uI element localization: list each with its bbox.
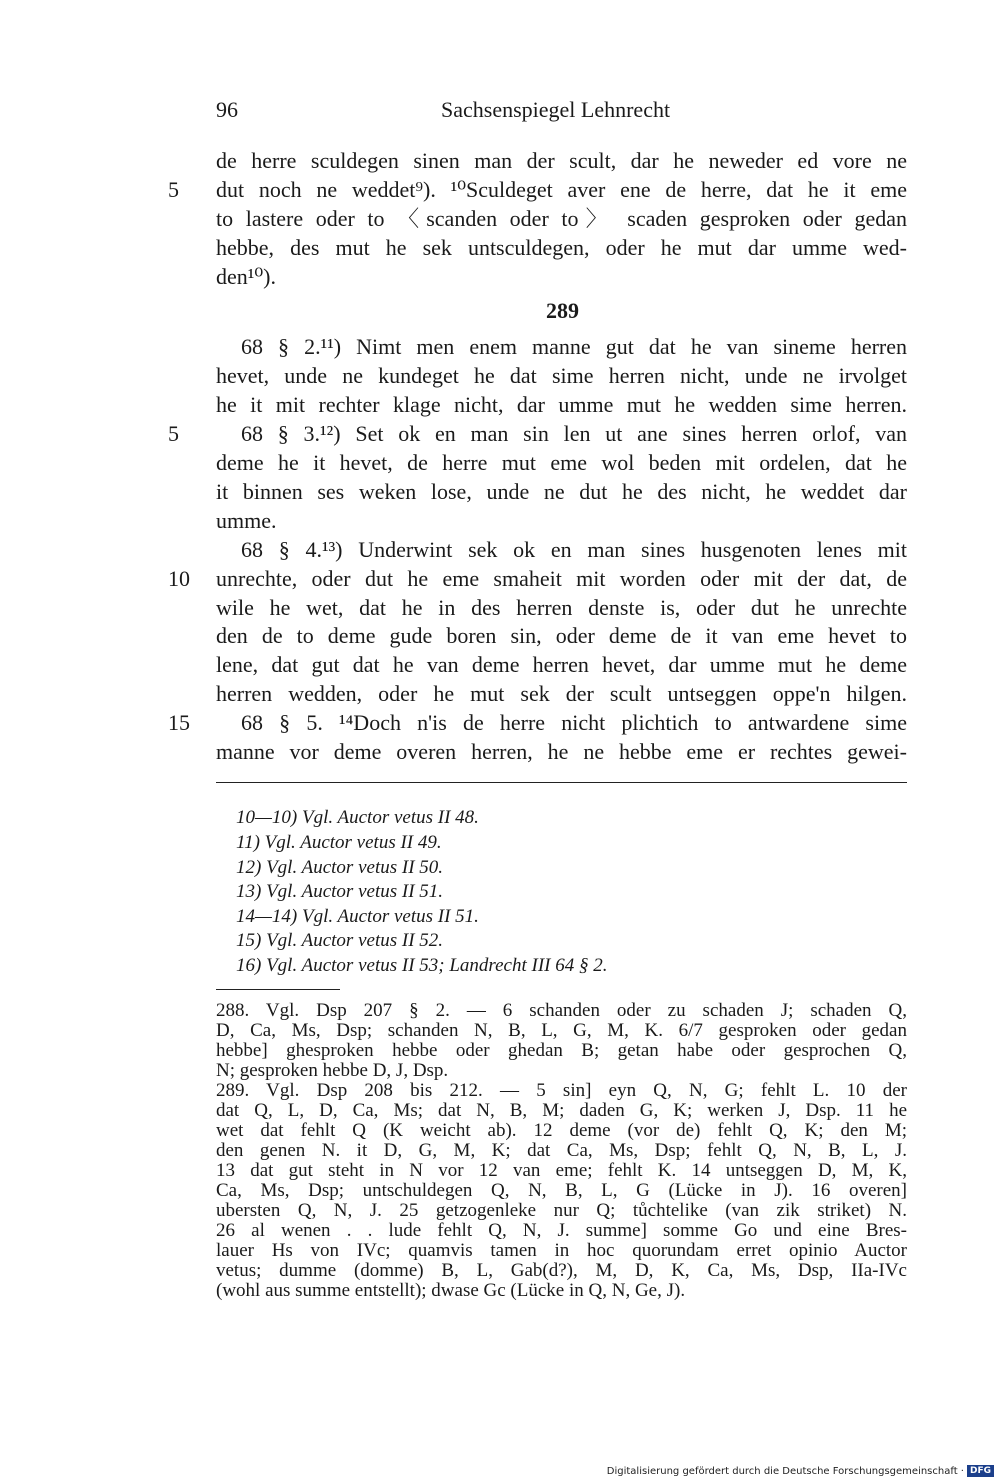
text-line: lene, dat gut dat he van deme herren hevet, dar umme mut he deme — [216, 652, 907, 677]
footnote: 15) Vgl. Auctor vetus II 52. — [236, 930, 444, 951]
text-line: 68 § 3.¹²) Set ok en man sin len ut ane sines herren orlof, van — [241, 421, 907, 446]
line-number: 5 — [168, 421, 179, 446]
running-title: Sachsenspiegel Lehnrecht — [441, 97, 671, 122]
footnote: 13) Vgl. Auctor vetus II 51. — [236, 881, 444, 902]
text-line: deme he it hevet, de herre mut eme wol beden mit ordelen, dat he — [216, 450, 907, 475]
variant-line: wet dat fehlt Q (K weicht ab). 12 deme (vor de) fehlt Q, K; den M; — [216, 1120, 907, 1141]
variant-line: 289. Vgl. Dsp 208 bis 212. — 5 sin] eyn Q, N, G; fehlt L. 10 der — [216, 1080, 907, 1101]
variant-line: lauer Hs von IVc; quamvis tamen in hoc quorundam erret opinio Auctor — [216, 1240, 907, 1261]
text-line: hebbe, des mut he sek untsculdegen, oder he mut dar umme wed- — [216, 235, 907, 260]
text-line: den de to deme gude boren sin, oder deme de it van eme hevet to — [216, 623, 907, 648]
text-line: it binnen ses weken lose, unde ne dut he des nicht, he weddet dar — [216, 479, 907, 504]
variant-line: 288. Vgl. Dsp 207 § 2. — 6 schanden oder zu schaden J; schaden Q, — [216, 1000, 907, 1021]
line-number: 15 — [168, 710, 190, 735]
footnote: 10—10) Vgl. Auctor vetus II 48. — [236, 807, 479, 828]
text-line: wile he wet, dat he in des herren denste is, oder dut he unrechte — [216, 595, 907, 620]
text-line: manne vor deme overen herren, he ne hebbe eme er rechtes gewei- — [216, 739, 907, 764]
footnote: 12) Vgl. Auctor vetus II 50. — [236, 857, 444, 878]
text-line: 68 § 4.¹³) Underwint sek ok en man sines husgenoten lenes mit — [241, 537, 907, 562]
variant-line: 13 dat gut steht in N vor 12 van eme; fehlt K. 14 untseggen D, M, K, — [216, 1160, 907, 1181]
variant-line: 26 al wenen . . lude fehlt Q, N, J. summe] somme Go und eine Bres- — [216, 1220, 907, 1241]
footnote: 11) Vgl. Auctor vetus II 49. — [236, 832, 442, 853]
text-line: herren wedden, oder he mut sek der scult untseggen oppe'n hilgen. — [216, 681, 907, 706]
variant-line: Ca, Ms, Dsp; untschuldegen Q, N, B, L, G (Lücke in J). 16 overen] — [216, 1180, 907, 1201]
text-line: hevet, unde ne kundeget he dat sime herren nicht, unde ne irvolget — [216, 363, 907, 388]
variant-line: D, Ca, Ms, Dsp; schanden N, B, L, G, M, K. 6/7 gesproken oder gedan — [216, 1020, 907, 1041]
text-line: dut noch ne weddet⁹). ¹⁰Sculdeget aver ene de herre, dat he it eme — [216, 177, 907, 202]
variant-line: ubersten Q, N, J. 25 getzogenleke nur Q; tůchtelike (van zik striket) N. — [216, 1200, 907, 1221]
credit-text: Digitalisierung gefördert durch die Deutsche Forschungsgemeinschaft · — [606, 1465, 964, 1477]
text-line: umme. — [216, 508, 277, 533]
footnote-separator — [216, 782, 907, 783]
variant-line: vetus; dumme (domme) B, L, Gab(d?), M, D, K, Ca, Ms, Dsp, IIa-IVc — [216, 1260, 907, 1281]
footnote: 14—14) Vgl. Auctor vetus II 51. — [236, 906, 479, 927]
variant-line: N; gesproken hebbe D, J, Dsp. — [216, 1060, 449, 1081]
text-line: de herre sculdegen sinen man der scult, dar he neweder ed vore ne — [216, 148, 907, 173]
footnote: 16) Vgl. Auctor vetus II 53; Landrecht III 64 § 2. — [236, 955, 608, 976]
text-line: 68 § 2.¹¹) Nimt men enem manne gut dat he van sineme herren — [241, 334, 907, 359]
variants-separator — [216, 989, 340, 990]
dfg-logo: DFG — [967, 1465, 994, 1477]
text-line: he it mit rechter klage nicht, dar umme mut he wedden sime herren. — [216, 392, 907, 417]
line-number: 5 — [168, 177, 179, 202]
section-number: 289 — [546, 298, 579, 323]
variant-line: hebbe] ghesproken hebbe oder ghedan B; getan habe oder gesprochen Q, — [216, 1040, 907, 1061]
text-line: den¹⁰). — [216, 264, 277, 289]
text-line: unrechte, oder dut he eme smaheit mit worden oder mit der dat, de — [216, 566, 907, 591]
variant-line: (wohl aus summe entstellt); dwase Gc (Lücke in Q, N, Ge, J). — [216, 1280, 686, 1301]
text-line: 68 § 5. ¹⁴Doch n'is de herre nicht plichtich to antwardene sime — [241, 710, 907, 735]
text-line: to lastere oder to 〈scanden oder to〉 scaden gesproken oder gedan — [216, 206, 907, 231]
variant-line: dat Q, L, D, Ca, Ms; dat N, B, M; daden G, K; werken J, Dsp. 11 he — [216, 1100, 907, 1121]
digitization-credit — [607, 1465, 994, 1477]
page-number: 96 — [216, 97, 238, 122]
line-number: 10 — [168, 566, 190, 591]
variant-line: den genen N. it D, G, M, K; dat Ca, Ms, Dsp; fehlt Q, N, B, L, J. — [216, 1140, 907, 1161]
